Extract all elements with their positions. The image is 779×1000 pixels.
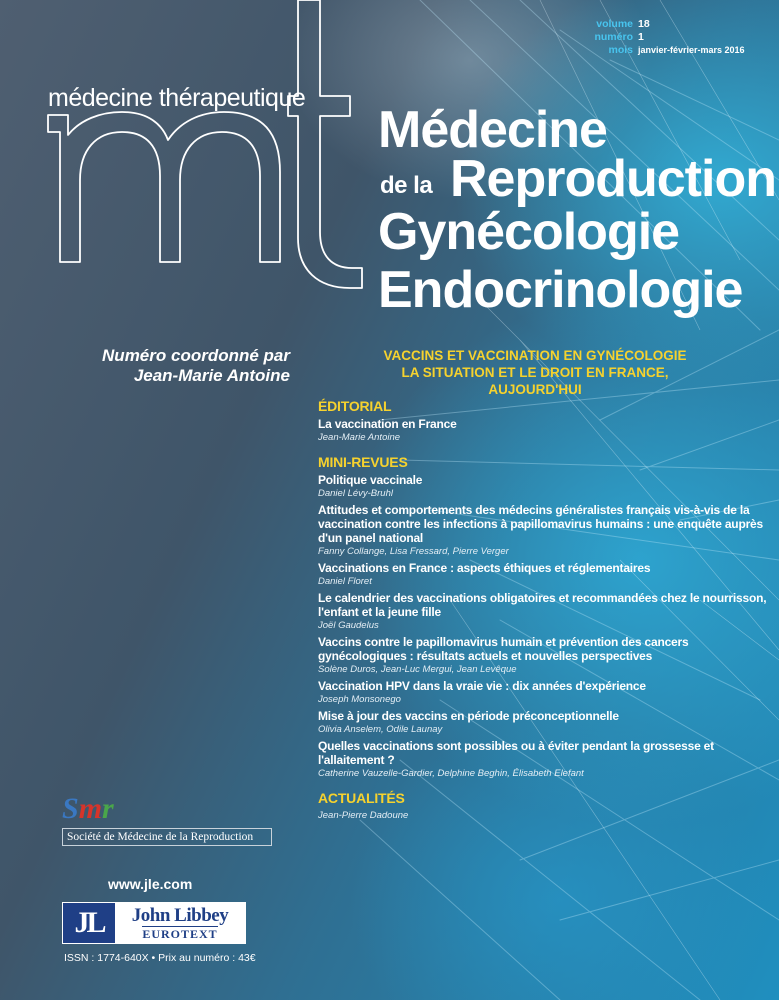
toc-article [318,503,768,558]
coordinator-line-1: Numéro coordonné par [102,346,290,365]
publisher-website[interactable]: www.jle.com [108,876,193,892]
section-editorial-heading: ÉDITORIAL [318,398,392,414]
table-of-contents [318,398,768,824]
article-authors: Joël Gaudelus [318,620,379,631]
jl-name: John Libbey [131,904,229,926]
article-title: Politique vaccinale [318,473,423,487]
mt-logo [40,0,380,310]
issn-price: ISSN : 1774-640X • Prix au numéro : 43€ [64,952,256,964]
toc-article [318,417,768,444]
toc-article [318,679,768,706]
smr-letter-s: S [62,792,79,825]
title-line-2-prefix: de la [380,172,433,199]
volume-label: volume [596,18,633,30]
numero-row [589,31,759,44]
title-line-1: Médecine [378,101,607,159]
mois-value: janvier-février-mars 2016 [638,45,745,55]
toc-article [318,635,768,676]
toc-article [318,591,768,632]
smr-letter-r: r [102,792,114,825]
issue-theme [360,347,710,398]
article-authors: Catherine Vauzelle-Gardier, Delphine Beghin, Élisabeth Elefant [318,768,584,779]
article-title: Attitudes et comportements des médecins généralistes français vis-à-vis de la vaccination contre les infections à papillomavirus humains : une enquête auprès d'un panel national [318,503,763,545]
coordinator-block [60,346,290,386]
section-minirevues-heading: MINI-REVUES [318,454,408,470]
jl-monogram: JL [63,903,115,943]
smr-letter-m: m [78,792,103,825]
issue-info [589,18,759,57]
john-libbey-logo [62,902,246,944]
toc-article [318,809,768,822]
smr-society-name: Société de Médecine de la Reproduction [62,828,272,846]
title-line-3: Gynécologie [378,203,680,261]
toc-article [318,709,768,736]
article-title: Vaccins contre le papillomavirus humain et prévention des cancers gynécologiques : résultats actuels et nouvelles perspectives [318,635,689,663]
toc-article [318,473,768,500]
smr-monogram [62,794,272,824]
toc-article [318,561,768,588]
jl-wordmark [115,903,245,943]
article-authors: Jean-Marie Antoine [318,432,401,443]
article-authors: Olivia Anselem, Odile Launay [318,724,443,735]
numero-label: numéro [594,31,633,43]
theme-line-2: LA SITUATION ET LE DROIT EN FRANCE, AUJOURD'HUI [401,365,669,397]
title-line-4: Endocrinologie [378,261,743,319]
section-actualites-heading: ACTUALITÉS [318,790,405,806]
coordinator-name: Jean-Marie Antoine [133,366,290,385]
volume-row [589,18,759,31]
series-name: médecine thérapeutique [48,84,306,112]
smr-logo [62,794,272,846]
article-authors: Joseph Monsonego [318,694,401,705]
article-authors: Solène Duros, Jean-Luc Mergui, Jean Levêque [318,664,517,675]
article-title: Vaccination HPV dans la vraie vie : dix années d'expérience [318,679,646,693]
article-authors: Daniel Lévy-Bruhl [318,488,393,499]
mois-label: mois [608,44,633,56]
article-title: Mise à jour des vaccins en période préconceptionnelle [318,709,619,723]
volume-value: 18 [638,18,650,30]
numero-value: 1 [638,31,644,43]
article-authors: Fanny Collange, Lisa Fressard, Pierre Verger [318,546,509,557]
article-title: Quelles vaccinations sont possibles ou à éviter pendant la grossesse et l'allaitement ? [318,739,714,767]
theme-line-1: VACCINS ET VACCINATION EN GYNÉCOLOGIE [383,348,687,363]
title-line-2: Reproduction [450,150,776,208]
toc-article [318,739,768,780]
article-title: La vaccination en France [318,417,457,431]
mois-row [589,44,759,57]
jl-sub: EUROTEXT [142,926,218,941]
article-authors: Daniel Floret [318,576,372,587]
article-title: Vaccinations en France : aspects éthiques et réglementaires [318,561,651,575]
article-title: Le calendrier des vaccinations obligatoires et recommandées chez le nourrisson, l'enfant et la jeune fille [318,591,767,619]
article-authors: Jean-Pierre Dadoune [318,810,409,821]
